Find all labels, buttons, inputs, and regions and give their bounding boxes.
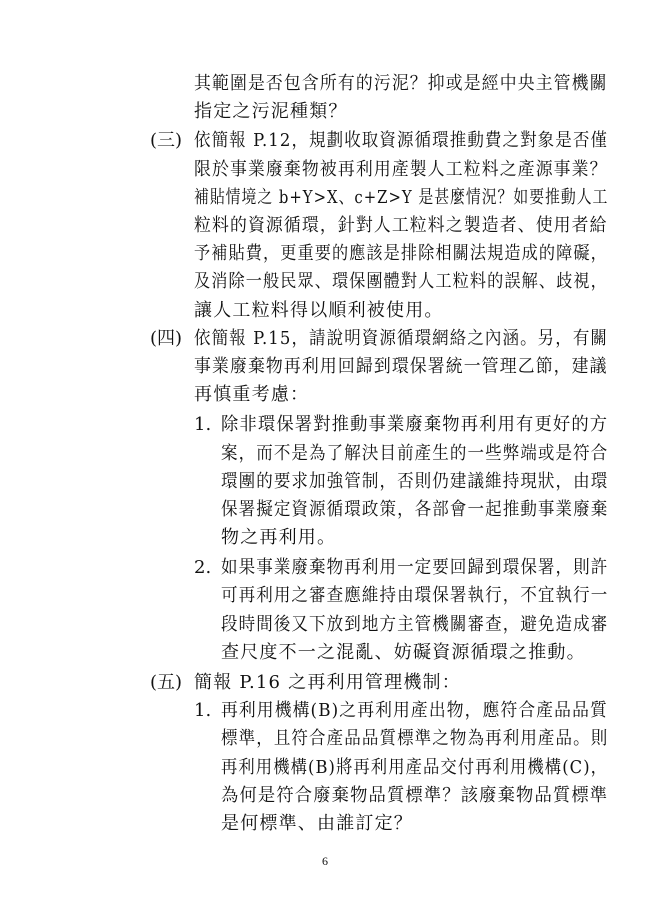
section-3-line-3: 補貼情境之 b+Y>X、c+Z>Y 是甚麼情況？如要推動人工 [194,186,609,208]
section-5-item-1-line-3: 再利用機構(B)將再利用產品交付再利用機構(C)， [221,756,609,778]
section-3-line-2: 限於事業廢棄物被再利用產製人工粒料之產源事業？ [194,158,608,180]
section-3-line-6: 及消除一般民眾、環保團體對人工粒料的誤解、歧視， [194,271,608,293]
section-4-item-2-line-1: 如果事業廢棄物再利用一定要回歸到環保署，則許 [221,557,609,579]
section-5-item-1-marker: 1. [194,700,212,722]
section-4-item-2-line-2: 可再利用之審查應維持由環保署執行，不宜執行一 [221,585,609,607]
section-4-item-1-line-1: 除非環保署對推動事業廢棄物再利用有更好的方 [221,414,609,436]
section-4-item-1-line-5: 物之再利用。 [221,527,337,549]
section-4-item-1-marker: 1. [194,414,212,436]
section-4-item-2-line-4: 查尺度不一之混亂、妨礙資源循環之推動。 [221,641,586,663]
section-5-item-1-line-5: 是何標準、由誰訂定？ [221,813,413,834]
section-3-line-5: 予補貼費，更重要的應該是排除相關法規造成的障礙， [194,243,608,265]
section-4-line-3: 再慎重考慮： [194,384,310,406]
section-5-line-1: 簡報 P.16 之再利用管理機制： [194,671,461,693]
section-4-marker: (四) [150,327,183,349]
section-4-line-2: 事業廢棄物再利用回歸到環保署統一管理乙節，建議 [194,356,608,378]
page-number: 6 [322,854,328,868]
section-5-marker: (五) [150,671,183,693]
section-4-item-1-line-3: 環團的要求加強管制，否則仍建議維持現狀，由環 [221,470,609,492]
section-3-marker: (三) [150,130,183,152]
section-4-item-2-line-3: 段時間後又下放到地方主管機關審查，避免造成審 [221,613,609,635]
section-4-item-2-marker: 2. [194,557,212,579]
section-3-line-4: 粒料的資源循環，針對人工粒料之製造者、使用者給 [194,215,608,236]
section-5-item-1-line-1: 再利用機構(B)之再利用產出物，應符合產品品質 [221,700,608,722]
intro-line-1: 其範圍是否包含所有的污泥？抑或是經中央主管機關 [194,73,608,94]
intro-line-2: 指定之污泥種類？ [194,101,348,123]
section-3-line-7: 讓人工粒料得以順利被使用。 [194,299,444,321]
section-4-item-1-line-2: 案，而不是為了解決目前產生的一些弊端或是符合 [221,442,609,464]
section-5-item-1-line-2: 標準，且符合產品品質標準之物為再利用產品。則 [221,728,609,750]
section-4-line-1: 依簡報 P.15，請說明資源循環網絡之內涵。另，有關 [194,327,609,349]
section-5-item-1-line-4: 為何是符合廢棄物品質標準？該廢棄物品質標準 [221,784,609,806]
section-4-item-1-line-4: 保署擬定資源循環政策，各部會一起推動事業廢棄 [221,499,609,520]
section-3-line-1: 依簡報 P.12，規劃收取資源循環推動費之對象是否僅 [194,130,609,152]
